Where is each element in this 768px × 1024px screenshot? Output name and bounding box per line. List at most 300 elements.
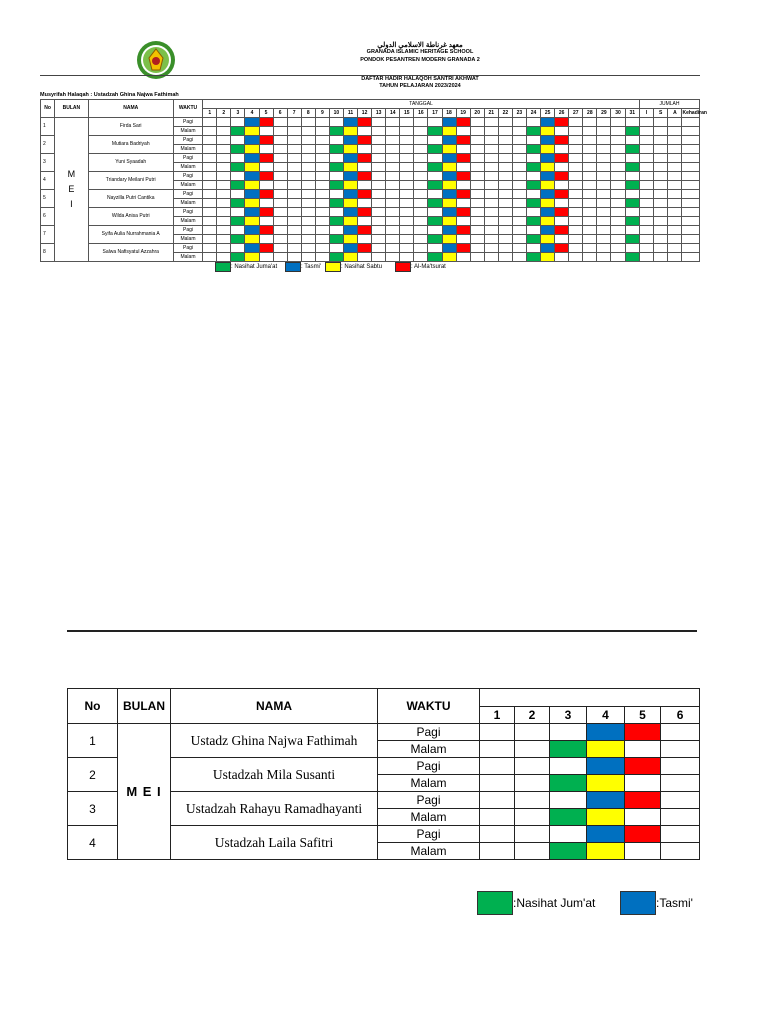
- student-no: 3: [41, 154, 55, 172]
- attendance-cell: [625, 118, 639, 127]
- attendance-cell: [498, 163, 512, 172]
- attendance-cell: [287, 235, 301, 244]
- attendance-cell: [625, 244, 639, 253]
- jumlah-cell: [654, 208, 668, 217]
- attendance-cell: [428, 118, 442, 127]
- attendance-cell: [587, 792, 625, 809]
- attendance-cell: [372, 244, 386, 253]
- attendance-cell: [386, 217, 400, 226]
- attendance-cell: [661, 775, 700, 792]
- attendance-cell: [597, 190, 611, 199]
- attendance-cell: [343, 154, 357, 163]
- attendance-cell: [217, 181, 231, 190]
- attendance-cell: [625, 199, 639, 208]
- attendance-cell: [428, 244, 442, 253]
- attendance-cell: [550, 724, 587, 741]
- attendance-cell: [555, 154, 569, 163]
- attendance-cell: [526, 181, 540, 190]
- attendance-cell: [470, 136, 484, 145]
- attendance-cell: [287, 244, 301, 253]
- attendance-cell: [245, 145, 259, 154]
- attendance-cell: [484, 145, 498, 154]
- attendance-cell: [372, 136, 386, 145]
- attendance-cell: [583, 235, 597, 244]
- legend-label: : Tasmi': [301, 264, 322, 270]
- attendance-cell: [217, 172, 231, 181]
- jumlah-cell: [668, 127, 682, 136]
- attendance-cell: [541, 208, 555, 217]
- attendance-cell: [428, 217, 442, 226]
- attendance-cell: [358, 163, 372, 172]
- attendance-cell: [231, 217, 245, 226]
- attendance-cell: [301, 235, 315, 244]
- attendance-cell: [273, 253, 287, 262]
- date-header: 4: [587, 707, 625, 724]
- date-header: 31: [625, 109, 639, 118]
- attendance-cell: [343, 235, 357, 244]
- attendance-cell: [259, 154, 273, 163]
- attendance-cell: [442, 208, 456, 217]
- jumlah-izin: I: [639, 109, 653, 118]
- attendance-cell: [358, 208, 372, 217]
- student-no: 2: [41, 136, 55, 154]
- jumlah-cell: [682, 235, 700, 244]
- attendance-cell: [555, 145, 569, 154]
- attendance-cell: [400, 172, 414, 181]
- attendance-cell: [456, 163, 470, 172]
- attendance-cell: [273, 217, 287, 226]
- attendance-cell: [484, 253, 498, 262]
- date-header: 25: [541, 109, 555, 118]
- attendance-cell: [231, 118, 245, 127]
- attendance-cell: [217, 163, 231, 172]
- attendance-cell: [625, 758, 661, 775]
- attendance-cell: [456, 172, 470, 181]
- attendance-cell: [583, 136, 597, 145]
- attendance-cell: [661, 843, 700, 860]
- attendance-cell: [287, 217, 301, 226]
- attendance-cell: [231, 181, 245, 190]
- jumlah-cell: [682, 181, 700, 190]
- attendance-cell: [400, 145, 414, 154]
- attendance-cell: [512, 199, 526, 208]
- attendance-cell: [569, 154, 583, 163]
- attendance-cell: [203, 244, 217, 253]
- col-header-nama: NAMA: [88, 100, 173, 118]
- attendance-cell: [358, 145, 372, 154]
- jumlah-cell: [639, 217, 653, 226]
- attendance-cell: [343, 244, 357, 253]
- session-pagi: Pagi: [173, 154, 202, 163]
- jumlah-cell: [654, 163, 668, 172]
- school-logo: [136, 40, 176, 80]
- jumlah-cell: [639, 190, 653, 199]
- attendance-cell: [480, 775, 515, 792]
- attendance-cell: [555, 226, 569, 235]
- session-pagi: Pagi: [378, 826, 480, 843]
- attendance-cell: [203, 127, 217, 136]
- attendance-cell: [301, 208, 315, 217]
- attendance-cell: [569, 136, 583, 145]
- attendance-cell: [442, 163, 456, 172]
- attendance-cell: [414, 253, 428, 262]
- attendance-cell: [526, 172, 540, 181]
- attendance-cell: [329, 235, 343, 244]
- date-header: 12: [358, 109, 372, 118]
- jumlah-cell: [668, 244, 682, 253]
- date-header: 1: [480, 707, 515, 724]
- attendance-cell: [597, 118, 611, 127]
- date-header: 29: [597, 109, 611, 118]
- attendance-cell: [555, 208, 569, 217]
- attendance-cell: [372, 226, 386, 235]
- attendance-cell: [203, 190, 217, 199]
- attendance-cell: [512, 244, 526, 253]
- attendance-cell: [245, 127, 259, 136]
- attendance-cell: [343, 226, 357, 235]
- attendance-cell: [526, 199, 540, 208]
- jumlah-cell: [682, 136, 700, 145]
- attendance-cell: [428, 163, 442, 172]
- attendance-cell: [625, 217, 639, 226]
- attendance-cell: [343, 199, 357, 208]
- attendance-cell: [587, 843, 625, 860]
- attendance-cell: [526, 253, 540, 262]
- attendance-cell: [315, 127, 329, 136]
- attendance-cell: [414, 235, 428, 244]
- attendance-cell: [569, 127, 583, 136]
- attendance-cell: [456, 235, 470, 244]
- attendance-cell: [583, 181, 597, 190]
- attendance-cell: [555, 172, 569, 181]
- jumlah-cell: [654, 217, 668, 226]
- attendance-cell: [611, 127, 625, 136]
- attendance-cell: [203, 118, 217, 127]
- attendance-cell: [456, 253, 470, 262]
- jumlah-cell: [668, 181, 682, 190]
- attendance-cell: [515, 741, 550, 758]
- attendance-cell: [259, 118, 273, 127]
- attendance-cell: [245, 163, 259, 172]
- attendance-cell: [625, 154, 639, 163]
- attendance-cell: [386, 154, 400, 163]
- attendance-cell: [301, 154, 315, 163]
- attendance-cell: [372, 163, 386, 172]
- attendance-cell: [231, 127, 245, 136]
- student-name: Triandary Meilani Putri: [88, 172, 173, 190]
- attendance-cell: [512, 208, 526, 217]
- attendance-cell: [611, 253, 625, 262]
- attendance-cell: [259, 253, 273, 262]
- attendance-cell: [512, 217, 526, 226]
- attendance-cell: [569, 118, 583, 127]
- attendance-cell: [442, 217, 456, 226]
- jumlah-cell: [682, 226, 700, 235]
- attendance-cell: [358, 181, 372, 190]
- jumlah-cell: [654, 235, 668, 244]
- attendance-cell: [259, 181, 273, 190]
- attendance-cell: [315, 226, 329, 235]
- attendance-cell: [400, 154, 414, 163]
- attendance-cell: [329, 181, 343, 190]
- date-header: 11: [343, 109, 357, 118]
- attendance-cell: [625, 724, 661, 741]
- attendance-cell: [329, 190, 343, 199]
- attendance-cell: [569, 199, 583, 208]
- document-title: DAFTAR HADIR HALAQOH SANTRI AKHWAT: [361, 76, 479, 82]
- attendance-cell: [372, 253, 386, 262]
- attendance-cell: [526, 226, 540, 235]
- attendance-cell: [428, 226, 442, 235]
- jumlah-cell: [639, 235, 653, 244]
- attendance-cell: [611, 199, 625, 208]
- attendance-cell: [484, 127, 498, 136]
- legend-swatch: [477, 891, 513, 915]
- date-header: 18: [442, 109, 456, 118]
- attendance-cell: [301, 181, 315, 190]
- attendance-cell: [217, 127, 231, 136]
- attendance-cell: [555, 118, 569, 127]
- attendance-cell: [470, 253, 484, 262]
- attendance-cell: [456, 127, 470, 136]
- attendance-cell: [611, 181, 625, 190]
- attendance-cell: [484, 244, 498, 253]
- attendance-cell: [470, 172, 484, 181]
- jumlah-cell: [639, 181, 653, 190]
- attendance-cell: [343, 163, 357, 172]
- attendance-cell: [386, 172, 400, 181]
- attendance-cell: [597, 154, 611, 163]
- session-malam: Malam: [378, 741, 480, 758]
- jumlah-cell: [668, 154, 682, 163]
- attendance-cell: [583, 118, 597, 127]
- session-pagi: Pagi: [378, 792, 480, 809]
- attendance-cell: [231, 244, 245, 253]
- attendance-cell: [273, 181, 287, 190]
- attendance-cell: [343, 172, 357, 181]
- attendance-cell: [541, 244, 555, 253]
- attendance-cell: [386, 118, 400, 127]
- jumlah-cell: [654, 226, 668, 235]
- attendance-cell: [587, 826, 625, 843]
- attendance-cell: [414, 181, 428, 190]
- attendance-cell: [480, 809, 515, 826]
- attendance-cell: [526, 190, 540, 199]
- attendance-cell: [386, 145, 400, 154]
- jumlah-cell: [654, 244, 668, 253]
- session-pagi: Pagi: [173, 118, 202, 127]
- attendance-cell: [512, 172, 526, 181]
- attendance-cell: [456, 181, 470, 190]
- attendance-cell: [315, 190, 329, 199]
- attendance-cell: [428, 136, 442, 145]
- attendance-table-santri: [40, 99, 707, 262]
- attendance-cell: [484, 154, 498, 163]
- attendance-cell: [259, 190, 273, 199]
- attendance-cell: [583, 217, 597, 226]
- student-name: Firda Sari: [88, 118, 173, 136]
- arabic-title: معهد غرناطة الاسلامي الدولي: [377, 42, 463, 49]
- date-header: 2: [515, 707, 550, 724]
- session-pagi: Pagi: [173, 244, 202, 253]
- attendance-cell: [583, 199, 597, 208]
- attendance-cell: [512, 136, 526, 145]
- attendance-cell: [315, 208, 329, 217]
- attendance-cell: [343, 136, 357, 145]
- attendance-cell: [498, 172, 512, 181]
- attendance-cell: [287, 145, 301, 154]
- jumlah-cell: [639, 118, 653, 127]
- attendance-cell: [400, 253, 414, 262]
- attendance-cell: [611, 235, 625, 244]
- attendance-cell: [428, 145, 442, 154]
- jumlah-cell: [682, 190, 700, 199]
- attendance-cell: [587, 741, 625, 758]
- attendance-cell: [245, 190, 259, 199]
- attendance-cell: [231, 190, 245, 199]
- attendance-cell: [301, 253, 315, 262]
- attendance-cell: [498, 127, 512, 136]
- attendance-cell: [358, 217, 372, 226]
- jumlah-cell: [639, 244, 653, 253]
- attendance-cell: [555, 253, 569, 262]
- attendance-cell: [470, 235, 484, 244]
- student-no: 8: [41, 244, 55, 262]
- date-header: 23: [512, 109, 526, 118]
- attendance-cell: [480, 758, 515, 775]
- attendance-cell: [259, 145, 273, 154]
- jumlah-cell: [654, 118, 668, 127]
- attendance-cell: [245, 217, 259, 226]
- month-letter: M: [67, 169, 76, 179]
- date-header: 30: [611, 109, 625, 118]
- attendance-cell: [245, 181, 259, 190]
- attendance-cell: [372, 235, 386, 244]
- attendance-cell: [470, 217, 484, 226]
- col-header-jumlah: JUMLAH: [639, 100, 699, 109]
- jumlah-cell: [682, 217, 700, 226]
- jumlah-cell: [668, 208, 682, 217]
- month-cell: [55, 118, 88, 262]
- session-pagi: Pagi: [378, 758, 480, 775]
- student-no: 7: [41, 226, 55, 244]
- attendance-cell: [287, 118, 301, 127]
- attendance-cell: [541, 253, 555, 262]
- attendance-cell: [329, 127, 343, 136]
- session-pagi: Pagi: [173, 136, 202, 145]
- attendance-cell: [414, 217, 428, 226]
- attendance-cell: [611, 154, 625, 163]
- attendance-cell: [245, 118, 259, 127]
- attendance-cell: [555, 163, 569, 172]
- attendance-cell: [273, 199, 287, 208]
- attendance-cell: [245, 253, 259, 262]
- attendance-cell: [484, 226, 498, 235]
- attendance-cell: [569, 145, 583, 154]
- attendance-cell: [498, 118, 512, 127]
- attendance-cell: [480, 792, 515, 809]
- attendance-cell: [287, 226, 301, 235]
- attendance-cell: [301, 163, 315, 172]
- jumlah-cell: [654, 136, 668, 145]
- attendance-cell: [625, 253, 639, 262]
- attendance-cell: [550, 809, 587, 826]
- col-header-waktu: WAKTU: [378, 689, 480, 724]
- attendance-cell: [442, 190, 456, 199]
- jumlah-cell: [654, 172, 668, 181]
- attendance-cell: [358, 244, 372, 253]
- month-cell: M E I: [118, 724, 171, 860]
- attendance-cell: [470, 145, 484, 154]
- attendance-cell: [343, 145, 357, 154]
- jumlah-cell: [639, 145, 653, 154]
- month-letter: E: [68, 184, 75, 194]
- attendance-cell: [358, 226, 372, 235]
- attendance-cell: [428, 190, 442, 199]
- attendance-cell: [569, 226, 583, 235]
- attendance-cell: [515, 843, 550, 860]
- teacher-no: 2: [68, 758, 118, 792]
- attendance-cell: [343, 118, 357, 127]
- attendance-cell: [555, 136, 569, 145]
- attendance-cell: [414, 154, 428, 163]
- attendance-cell: [587, 758, 625, 775]
- session-pagi: Pagi: [173, 208, 202, 217]
- attendance-cell: [428, 235, 442, 244]
- date-header: 6: [273, 109, 287, 118]
- attendance-cell: [231, 253, 245, 262]
- attendance-cell: [526, 235, 540, 244]
- attendance-cell: [358, 253, 372, 262]
- attendance-cell: [597, 226, 611, 235]
- attendance-cell: [245, 136, 259, 145]
- attendance-cell: [498, 235, 512, 244]
- attendance-cell: [400, 199, 414, 208]
- attendance-cell: [400, 136, 414, 145]
- attendance-cell: [301, 217, 315, 226]
- attendance-cell: [386, 181, 400, 190]
- attendance-cell: [526, 217, 540, 226]
- attendance-cell: [625, 843, 661, 860]
- attendance-cell: [329, 226, 343, 235]
- attendance-cell: [203, 145, 217, 154]
- attendance-cell: [442, 244, 456, 253]
- legend-item: [285, 262, 321, 272]
- session-pagi: Pagi: [173, 226, 202, 235]
- attendance-table-ustadzah: [67, 688, 700, 860]
- attendance-cell: [231, 235, 245, 244]
- attendance-cell: [343, 181, 357, 190]
- attendance-cell: [217, 145, 231, 154]
- jumlah-cell: [654, 181, 668, 190]
- attendance-cell: [329, 208, 343, 217]
- attendance-cell: [480, 724, 515, 741]
- attendance-cell: [526, 127, 540, 136]
- attendance-cell: [456, 217, 470, 226]
- attendance-cell: [583, 244, 597, 253]
- col-header-waktu: WAKTU: [173, 100, 202, 118]
- jumlah-cell: [654, 154, 668, 163]
- session-malam: Malam: [173, 145, 202, 154]
- attendance-cell: [231, 163, 245, 172]
- jumlah-cell: [682, 208, 700, 217]
- attendance-cell: [400, 235, 414, 244]
- attendance-cell: [217, 154, 231, 163]
- attendance-cell: [597, 172, 611, 181]
- legend-item: [395, 262, 446, 272]
- col-header-nama: NAMA: [171, 689, 378, 724]
- attendance-cell: [301, 127, 315, 136]
